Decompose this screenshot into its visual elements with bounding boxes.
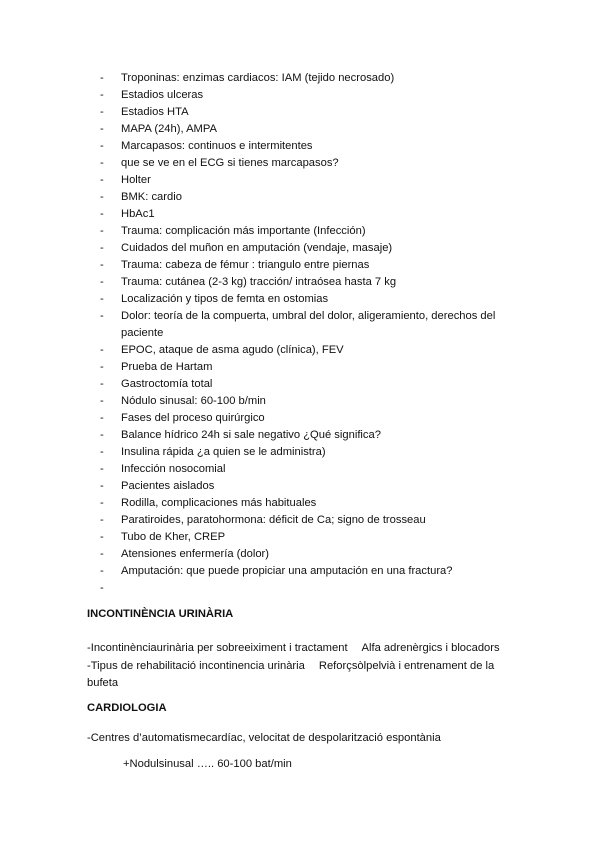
incontinence-line-1 bbox=[87, 640, 507, 658]
bullet-text: Trauma: complicación más importante (Infección) bbox=[121, 225, 366, 237]
bullet-item bbox=[100, 189, 500, 206]
bullet-item bbox=[100, 291, 500, 308]
bullet-dash: - bbox=[100, 242, 104, 254]
bullet-text bbox=[121, 580, 500, 597]
bullet-text: Nódulo sinusal: 60-100 b/min bbox=[121, 395, 266, 407]
bullet-text: Pacientes aislados bbox=[121, 480, 215, 492]
bullet-item bbox=[100, 478, 500, 495]
bullet-dash: - bbox=[100, 208, 104, 220]
bullet-text: Estadios HTA bbox=[121, 106, 189, 118]
bullet-text: Troponinas: enzimas cardiacos: IAM (tejido necrosado) bbox=[121, 72, 395, 84]
bullet-text: Paratiroides, paratohormona: déficit de Ca; signo de trosseau bbox=[121, 514, 426, 526]
bullet-text: Dolor: teoría de la compuerta, umbral del dolor, aligeramiento, derechos del paciente bbox=[121, 310, 496, 339]
bullet-text: Estadios ulceras bbox=[121, 89, 204, 101]
bullet-item bbox=[100, 104, 500, 121]
bullet-dash: - bbox=[100, 378, 104, 390]
bullet-dash: - bbox=[100, 72, 104, 84]
incontinence-line-1-text: -Incontinènciaurinària per sobreeiximent i tractament bbox=[87, 642, 348, 654]
bullet-text: HbAc1 bbox=[121, 208, 155, 220]
bullet-dash: - bbox=[100, 429, 104, 441]
bullet-item bbox=[100, 70, 500, 87]
bullet-text: Trauma: cabeza de fémur : triangulo entre piernas bbox=[121, 259, 370, 271]
bullet-text: Marcapasos: continuos e intermitentes bbox=[121, 140, 313, 152]
bullet-dash: - bbox=[100, 582, 104, 594]
bullet-dash: - bbox=[100, 106, 104, 118]
bullet-item bbox=[100, 376, 500, 393]
incontinence-line-2-note: Reforçsòlpelvià i entrenament de la bbox=[318, 659, 495, 672]
bullet-dash: - bbox=[100, 497, 104, 509]
bullet-item bbox=[100, 495, 500, 512]
bullet-item bbox=[100, 240, 500, 257]
bullet-text: Gastroctomía total bbox=[121, 378, 213, 390]
bullet-text: EPOC, ataque de asma agudo (clínica), FEV bbox=[121, 344, 344, 356]
bullet-dash: - bbox=[100, 276, 104, 288]
bullet-text: Rodilla, complicaciones más habituales bbox=[121, 497, 317, 509]
bullet-item bbox=[100, 155, 500, 172]
bullet-item bbox=[100, 257, 500, 274]
cardiology-line-1: -Centres d’automatismecardíac, velocitat de despolarització espontània bbox=[87, 732, 441, 744]
bullet-item bbox=[100, 393, 500, 410]
bullet-item bbox=[100, 342, 500, 359]
bullet-item bbox=[100, 121, 500, 138]
bullet-item bbox=[100, 223, 500, 240]
bullet-dash: - bbox=[100, 174, 104, 186]
bullet-text: Trauma: cutánea (2-3 kg) tracción/ intraósea hasta 7 kg bbox=[121, 276, 397, 288]
bullet-dash: - bbox=[100, 565, 104, 577]
bullet-item bbox=[100, 529, 500, 546]
bullet-dash: - bbox=[100, 395, 104, 407]
bullet-item bbox=[100, 512, 500, 529]
bullet-item bbox=[100, 444, 500, 461]
bullet-text: Amputación: que puede propiciar una amputación en una fractura? bbox=[121, 565, 453, 577]
bullet-dash: - bbox=[100, 310, 104, 322]
bullet-dash: - bbox=[100, 361, 104, 373]
bullet-item bbox=[100, 427, 500, 444]
bullet-item bbox=[100, 410, 500, 427]
bullet-text: Fases del proceso quirúrgico bbox=[121, 412, 265, 424]
bullet-item bbox=[100, 206, 500, 223]
cardiology-sub-item: +Nodulsinusal ….. 60-100 bat/min bbox=[123, 758, 292, 770]
bullet-dash: - bbox=[100, 225, 104, 237]
bullet-item bbox=[100, 359, 500, 376]
bullet-dash: - bbox=[100, 548, 104, 560]
incontinence-line-3: bufeta bbox=[87, 677, 119, 689]
bullet-dash: - bbox=[100, 480, 104, 492]
bullet-dash: - bbox=[100, 293, 104, 305]
bullet-dash: - bbox=[100, 191, 104, 203]
bullet-dash: - bbox=[100, 123, 104, 135]
section-heading-incontinence: INCONTINÈNCIA URINÀRIA bbox=[87, 608, 234, 620]
bullet-item bbox=[100, 172, 500, 189]
section-heading-cardiology: CARDIOLOGIA bbox=[87, 702, 167, 714]
bullet-text: Balance hídrico 24h si sale negativo ¿Qué significa? bbox=[121, 429, 381, 441]
bullet-text: Holter bbox=[121, 174, 151, 186]
bullet-text: Insulina rápida ¿a quien se le administra) bbox=[121, 446, 326, 458]
bullet-item bbox=[100, 87, 500, 104]
bullet-text: Prueba de Hartam bbox=[121, 361, 213, 373]
bullet-item bbox=[100, 308, 500, 342]
incontinence-line-2-text: -Tipus de rehabilitació incontinencia urinària bbox=[87, 659, 305, 672]
bullet-dash: - bbox=[100, 157, 104, 169]
bullet-dash: - bbox=[100, 140, 104, 152]
bullet-item bbox=[100, 274, 500, 291]
incontinence-line-2 bbox=[87, 658, 507, 676]
bullet-text: Cuidados del muñon en amputación (vendaje, masaje) bbox=[121, 242, 393, 254]
bullet-text: Atensiones enfermería (dolor) bbox=[121, 548, 269, 560]
bullet-item bbox=[100, 580, 500, 597]
bullet-dash: - bbox=[100, 89, 104, 101]
bullet-dash: - bbox=[100, 259, 104, 271]
bullet-dash: - bbox=[100, 412, 104, 424]
bullet-dash: - bbox=[100, 531, 104, 543]
bullet-dash: - bbox=[100, 463, 104, 475]
bullet-dash: - bbox=[100, 446, 104, 458]
bullet-dash: - bbox=[100, 344, 104, 356]
bullet-dash: - bbox=[100, 514, 104, 526]
bullet-item bbox=[100, 138, 500, 155]
bullet-item bbox=[100, 461, 500, 478]
bullet-text: que se ve en el ECG si tienes marcapasos? bbox=[121, 157, 339, 169]
bullet-text: Infección nosocomial bbox=[121, 463, 226, 475]
incontinence-line-1-note: Alfa adrenèrgics i blocadors bbox=[361, 642, 500, 654]
bullet-text: BMK: cardio bbox=[121, 191, 182, 203]
bullet-item bbox=[100, 563, 500, 580]
bullet-text: Localización y tipos de femta en ostomias bbox=[121, 293, 329, 305]
bullet-text: MAPA (24h), AMPA bbox=[121, 123, 217, 135]
bullet-list bbox=[100, 70, 500, 597]
bullet-text: Tubo de Kher, CREP bbox=[121, 531, 226, 543]
bullet-item bbox=[100, 546, 500, 563]
incontinence-paragraph bbox=[87, 640, 507, 693]
